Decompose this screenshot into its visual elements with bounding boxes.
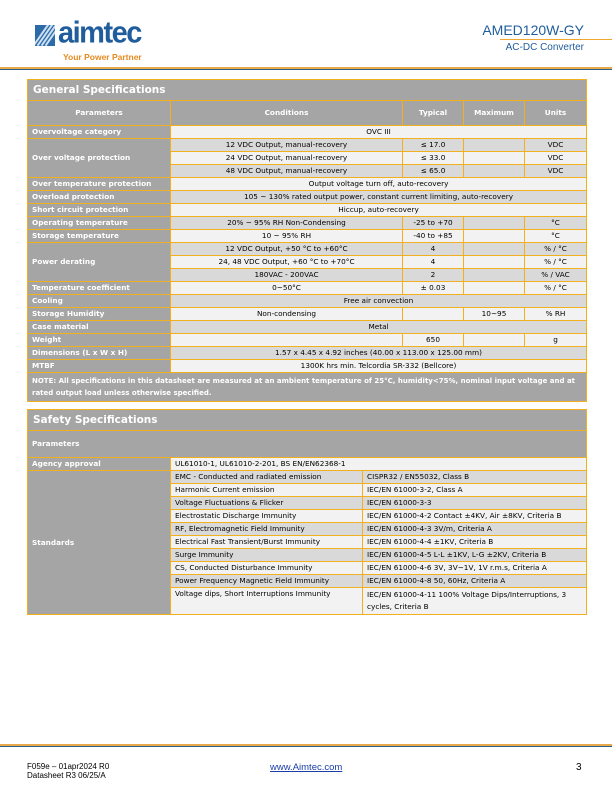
standard-name: EMC - Conducted and radiated emission (171, 471, 363, 484)
standard-value: IEC/EN 61000-4-8 50, 60Hz, Criteria A (363, 575, 587, 588)
unit: °C (525, 230, 587, 243)
standard-value: IEC/EN 61000-4-3 3V/m, Criteria A (363, 523, 587, 536)
spec-value: OVC III (171, 126, 587, 139)
table-row (28, 321, 587, 334)
condition: 0~50°C (171, 282, 403, 295)
spec-value: Free air convection (171, 295, 587, 308)
maximum (464, 152, 525, 165)
param-label: Cooling (28, 295, 171, 308)
maximum (464, 217, 525, 230)
standard-name: CS, Conducted Disturbance Immunity (171, 562, 363, 575)
condition: 12 VDC Output, manual-recovery (171, 139, 403, 152)
spec-note: NOTE: All specifications in this datasheet are measured at an ambient temperature of 25°C, humidity<75%, nominal input voltage and at rated output load unless otherwise specified. (28, 373, 587, 402)
param-label: Over temperature protection (28, 178, 171, 191)
maximum (464, 269, 525, 282)
document-info (27, 762, 109, 780)
standard-name: Surge Immunity (171, 549, 363, 562)
param-label: Over voltage protection (28, 139, 171, 178)
col-units: Units (525, 101, 587, 126)
logo-mark-icon (35, 25, 55, 46)
param-label: Storage temperature (28, 230, 171, 243)
standard-name: Voltage Fluctuations & Flicker (171, 497, 363, 510)
standard-name: Power Frequency Magnetic Field Immunity (171, 575, 363, 588)
product-type: AC-DC Converter (505, 42, 584, 53)
table-row (28, 282, 587, 295)
standard-value: IEC/EN 61000-3-3 (363, 497, 587, 510)
unit: VDC (525, 152, 587, 165)
standard-name: Voltage dips, Short Interruptions Immunity (171, 588, 363, 615)
table-row (28, 458, 587, 471)
unit: % / °C (525, 243, 587, 256)
condition: Non-condensing (171, 308, 403, 321)
condition: 48 VDC Output, manual-recovery (171, 165, 403, 178)
unit: % / °C (525, 256, 587, 269)
typical: 4 (403, 256, 464, 269)
param-label: Overload protection (28, 191, 171, 204)
unit: VDC (525, 139, 587, 152)
spec-value: Output voltage turn off, auto-recovery (171, 178, 587, 191)
doc-code: F059e – 01apr2024 R0 (27, 762, 110, 771)
condition (171, 334, 403, 347)
website-link[interactable]: www.Aimtec.com (270, 762, 343, 773)
condition: 20% ~ 95% RH Non-Condensing (171, 217, 403, 230)
typical: ≤ 65.0 (403, 165, 464, 178)
col-conditions: Conditions (171, 101, 403, 126)
title-underline (500, 39, 612, 40)
typical: 650 (403, 334, 464, 347)
section-title: Safety Specifications (28, 410, 587, 431)
unit: °C (525, 217, 587, 230)
condition: 180VAC - 200VAC (171, 269, 403, 282)
maximum (464, 165, 525, 178)
model-number: AMED120W-GY (482, 22, 584, 38)
footer-divider (0, 744, 612, 747)
param-label: Temperature coefficient (28, 282, 171, 295)
param-label: Storage Humidity (28, 308, 171, 321)
condition: 12 VDC Output, +50 °C to +60°C (171, 243, 403, 256)
unit: % / VAC (525, 269, 587, 282)
typical: 4 (403, 243, 464, 256)
param-label: Dimensions (L x W x H) (28, 347, 171, 360)
maximum (464, 282, 525, 295)
table-row (28, 139, 587, 152)
spec-value: 1300K hrs min. Telcordia SR-332 (Bellcore) (171, 360, 587, 373)
datasheet-revision: Datasheet R3 06/25/A (27, 771, 106, 780)
page-number: 3 (576, 762, 582, 773)
param-label: MTBF (28, 360, 171, 373)
spec-value: 105 ~ 130% rated output power, constant current limiting, auto-recovery (171, 191, 587, 204)
table-row (28, 360, 587, 373)
section-title: General Specifications (28, 80, 587, 101)
typical (403, 308, 464, 321)
maximum (464, 334, 525, 347)
param-label: Standards (28, 471, 171, 615)
standard-name: Harmonic Current emission (171, 484, 363, 497)
table-row (28, 126, 587, 139)
unit: % RH (525, 308, 587, 321)
spec-value: Hiccup, auto-recovery (171, 204, 587, 217)
logo-tagline: Your Power Partner (63, 52, 142, 62)
param-label: Weight (28, 334, 171, 347)
maximum (464, 243, 525, 256)
standard-name: RF, Electromagnetic Field Immunity (171, 523, 363, 536)
maximum: 10~95 (464, 308, 525, 321)
maximum (464, 139, 525, 152)
standard-value: IEC/EN 61000-4-6 3V, 3V~1V, 1V r.m.s, Criteria A (363, 562, 587, 575)
general-specifications-table (27, 79, 587, 402)
condition: 24 VDC Output, manual-recovery (171, 152, 403, 165)
unit: % / °C (525, 282, 587, 295)
table-row (28, 295, 587, 308)
unit: g (525, 334, 587, 347)
table-row (28, 204, 587, 217)
column-header-row (28, 101, 587, 126)
maximum (464, 230, 525, 243)
standard-value: IEC/EN 61000-4-2 Contact ±4KV, Air ±8KV, Criteria B (363, 510, 587, 523)
condition: 10 ~ 95% RH (171, 230, 403, 243)
col-parameters: Parameters (28, 101, 171, 126)
note-row (28, 373, 587, 402)
typical: ≤ 33.0 (403, 152, 464, 165)
header-divider (0, 67, 612, 70)
unit: VDC (525, 165, 587, 178)
typical: 2 (403, 269, 464, 282)
condition: 24, 48 VDC Output, +60 °C to +70°C (171, 256, 403, 269)
maximum (464, 256, 525, 269)
standard-value: IEC/EN 61000-4-4 ±1KV, Criteria B (363, 536, 587, 549)
typical: -25 to +70 (403, 217, 464, 230)
spec-value: UL61010-1, UL61010-2-201, BS EN/EN62368-1 (171, 458, 587, 471)
parameters-header: Parameters (28, 431, 587, 458)
typical: ≤ 17.0 (403, 139, 464, 152)
table-row (28, 334, 587, 347)
spec-value: 1.57 x 4.45 x 4.92 inches (40.00 x 113.00 x 125.00 mm) (171, 347, 587, 360)
table-row (28, 347, 587, 360)
standard-value: CISPR32 / EN55032, Class B (363, 471, 587, 484)
param-label: Case material (28, 321, 171, 334)
table-row (28, 230, 587, 243)
table-row (28, 471, 587, 484)
table-row (28, 308, 587, 321)
spec-value: Metal (171, 321, 587, 334)
param-label: Power derating (28, 243, 171, 282)
safety-specifications-table (27, 409, 587, 615)
param-label: Operating temperature (28, 217, 171, 230)
table-row (28, 217, 587, 230)
typical: -40 to +85 (403, 230, 464, 243)
standard-name: Electrostatic Discharge Immunity (171, 510, 363, 523)
param-label: Overvoltage category (28, 126, 171, 139)
table-row (28, 191, 587, 204)
typical: ± 0.03 (403, 282, 464, 295)
standard-value: IEC/EN 61000-4-11 100% Voltage Dips/Interruptions, 3 cycles, Criteria B (363, 588, 587, 615)
logo-wordmark: aimtec (58, 16, 141, 50)
table-row (28, 178, 587, 191)
col-maximum: Maximum (464, 101, 525, 126)
param-label: Agency approval (28, 458, 171, 471)
aimtec-logo (35, 16, 160, 64)
table-row (28, 243, 587, 256)
standard-value: IEC/EN 61000-3-2, Class A (363, 484, 587, 497)
col-typical: Typical (403, 101, 464, 126)
standard-value: IEC/EN 61000-4-5 L-L ±1KV, L-G ±2KV, Criteria B (363, 549, 587, 562)
param-label: Short circuit protection (28, 204, 171, 217)
standard-name: Electrical Fast Transient/Burst Immunity (171, 536, 363, 549)
